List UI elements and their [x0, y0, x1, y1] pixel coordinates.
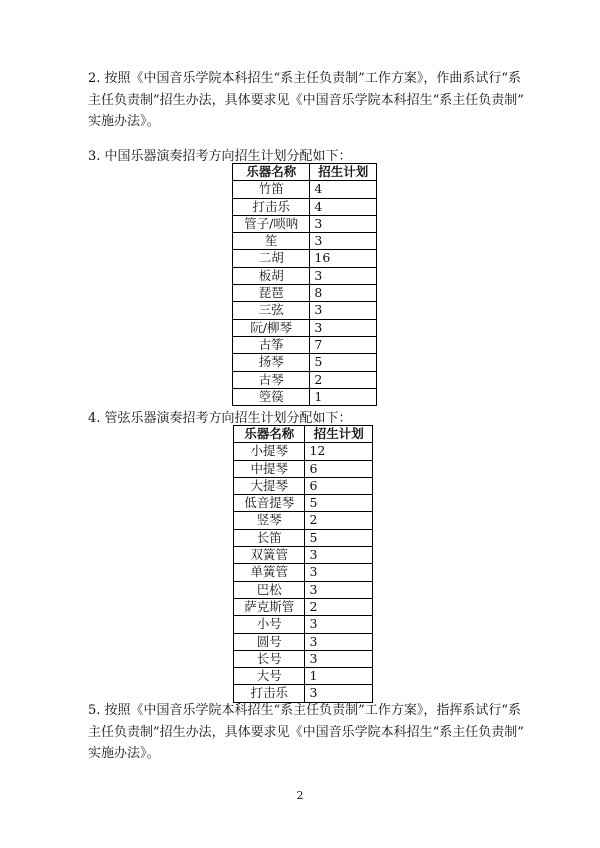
instrument-name-cell: 箜篌	[233, 388, 310, 405]
instrument-name-cell: 低音提琴	[234, 495, 305, 512]
table-row	[233, 336, 377, 353]
table-row	[234, 633, 373, 650]
instrument-name-cell: 琵琶	[233, 285, 310, 302]
quota-cell: 3	[310, 319, 377, 336]
instrument-name-cell: 巴松	[234, 581, 305, 598]
quota-cell: 2	[310, 371, 377, 388]
quota-cell: 3	[305, 616, 373, 633]
quota-cell: 3	[305, 650, 373, 667]
table-row	[234, 495, 373, 512]
instrument-name-cell: 二胡	[233, 250, 310, 267]
quota-cell: 8	[310, 285, 377, 302]
instrument-name-cell: 古筝	[233, 336, 310, 353]
column-header-instrument: 乐器名称	[233, 164, 310, 181]
quota-cell: 3	[310, 302, 377, 319]
table-row	[233, 371, 377, 388]
quota-cell: 3	[305, 633, 373, 650]
column-header-instrument: 乐器名称	[234, 426, 305, 443]
instrument-name-cell: 小号	[234, 616, 305, 633]
instrument-name-cell: 双簧管	[234, 547, 305, 564]
instrument-name-cell: 大号	[234, 668, 305, 685]
instrument-name-cell: 打击乐	[234, 685, 305, 702]
table-header-row	[234, 426, 373, 443]
orchestral-instruments-table	[233, 425, 373, 703]
paragraph-section-5	[88, 700, 524, 765]
page-number: 2	[296, 789, 304, 802]
table-row	[234, 581, 373, 598]
instrument-name-cell: 小提琴	[234, 443, 305, 460]
quota-cell: 4	[310, 198, 377, 215]
instrument-name-cell: 管子/唢呐	[233, 215, 310, 232]
instrument-name-cell: 竖琴	[234, 512, 305, 529]
quota-cell: 2	[305, 512, 373, 529]
table-row	[233, 215, 377, 232]
quota-cell: 16	[310, 250, 377, 267]
table-row	[233, 302, 377, 319]
instrument-name-cell: 中提琴	[234, 460, 305, 477]
table-row	[234, 460, 373, 477]
quota-cell: 1	[305, 668, 373, 685]
quota-cell: 5	[305, 529, 373, 546]
instrument-name-cell: 扬琴	[233, 354, 310, 371]
table-row	[233, 250, 377, 267]
instrument-name-cell: 长号	[234, 650, 305, 667]
instrument-name-cell: 大提琴	[234, 477, 305, 494]
text-line: 主任负责制”招生办法，具体要求见《中国音乐学院本科招生“系主任负责制”	[88, 724, 524, 740]
paragraph-section-2	[88, 68, 524, 133]
quota-cell: 2	[305, 598, 373, 615]
quota-cell: 3	[305, 547, 373, 564]
table-row	[234, 477, 373, 494]
table-row	[233, 181, 377, 198]
quota-cell: 3	[305, 564, 373, 581]
table-row	[233, 354, 377, 371]
table-row	[234, 547, 373, 564]
text-line: 5. 按照《中国音乐学院本科招生“系主任负责制”工作方案》，指挥系试行“系	[88, 703, 521, 718]
table-row	[233, 198, 377, 215]
quota-cell: 3	[310, 233, 377, 250]
quota-cell: 5	[310, 354, 377, 371]
instrument-name-cell: 打击乐	[233, 198, 310, 215]
table-row	[234, 616, 373, 633]
quota-cell: 12	[305, 443, 373, 460]
quota-cell: 3	[310, 267, 377, 284]
column-header-quota: 招生计划	[310, 164, 377, 181]
table-row	[234, 443, 373, 460]
table-row	[234, 564, 373, 581]
table-row	[233, 319, 377, 336]
instrument-name-cell: 三弦	[233, 302, 310, 319]
column-header-quota: 招生计划	[305, 426, 373, 443]
text-line: 实施办法》。	[88, 114, 160, 129]
table-row	[233, 285, 377, 302]
quota-cell: 6	[305, 477, 373, 494]
instrument-name-cell: 萨克斯管	[234, 598, 305, 615]
text-line: 3. 中国乐器演奏招考方向招生计划分配如下：	[88, 149, 352, 164]
table-header-row	[233, 164, 377, 181]
quota-cell: 1	[310, 388, 377, 405]
table-row	[233, 233, 377, 250]
text-line: 实施办法》。	[88, 746, 160, 761]
quota-cell: 3	[310, 215, 377, 232]
instrument-name-cell: 圆号	[234, 633, 305, 650]
chinese-instruments-table	[232, 163, 377, 406]
quota-cell: 5	[305, 495, 373, 512]
table-row	[234, 598, 373, 615]
quota-cell: 7	[310, 336, 377, 353]
table-row	[233, 388, 377, 405]
table-row	[234, 668, 373, 685]
table-row	[234, 650, 373, 667]
text-line: 主任负责制”招生办法，具体要求见《中国音乐学院本科招生“系主任负责制”	[88, 92, 524, 108]
table-row	[234, 529, 373, 546]
table-row	[234, 512, 373, 529]
table-row	[233, 267, 377, 284]
quota-cell: 4	[310, 181, 377, 198]
quota-cell: 3	[305, 685, 373, 702]
text-line: 2. 按照《中国音乐学院本科招生“系主任负责制”工作方案》，作曲系试行“系	[88, 71, 521, 86]
instrument-name-cell: 竹笛	[233, 181, 310, 198]
instrument-name-cell: 单簧管	[234, 564, 305, 581]
instrument-name-cell: 古琴	[233, 371, 310, 388]
instrument-name-cell: 笙	[233, 233, 310, 250]
instrument-name-cell: 板胡	[233, 267, 310, 284]
text-line: 4. 管弦乐器演奏招考方向招生计划分配如下：	[88, 411, 352, 426]
quota-cell: 3	[305, 581, 373, 598]
instrument-name-cell: 长笛	[234, 529, 305, 546]
quota-cell: 6	[305, 460, 373, 477]
instrument-name-cell: 阮/柳琴	[233, 319, 310, 336]
